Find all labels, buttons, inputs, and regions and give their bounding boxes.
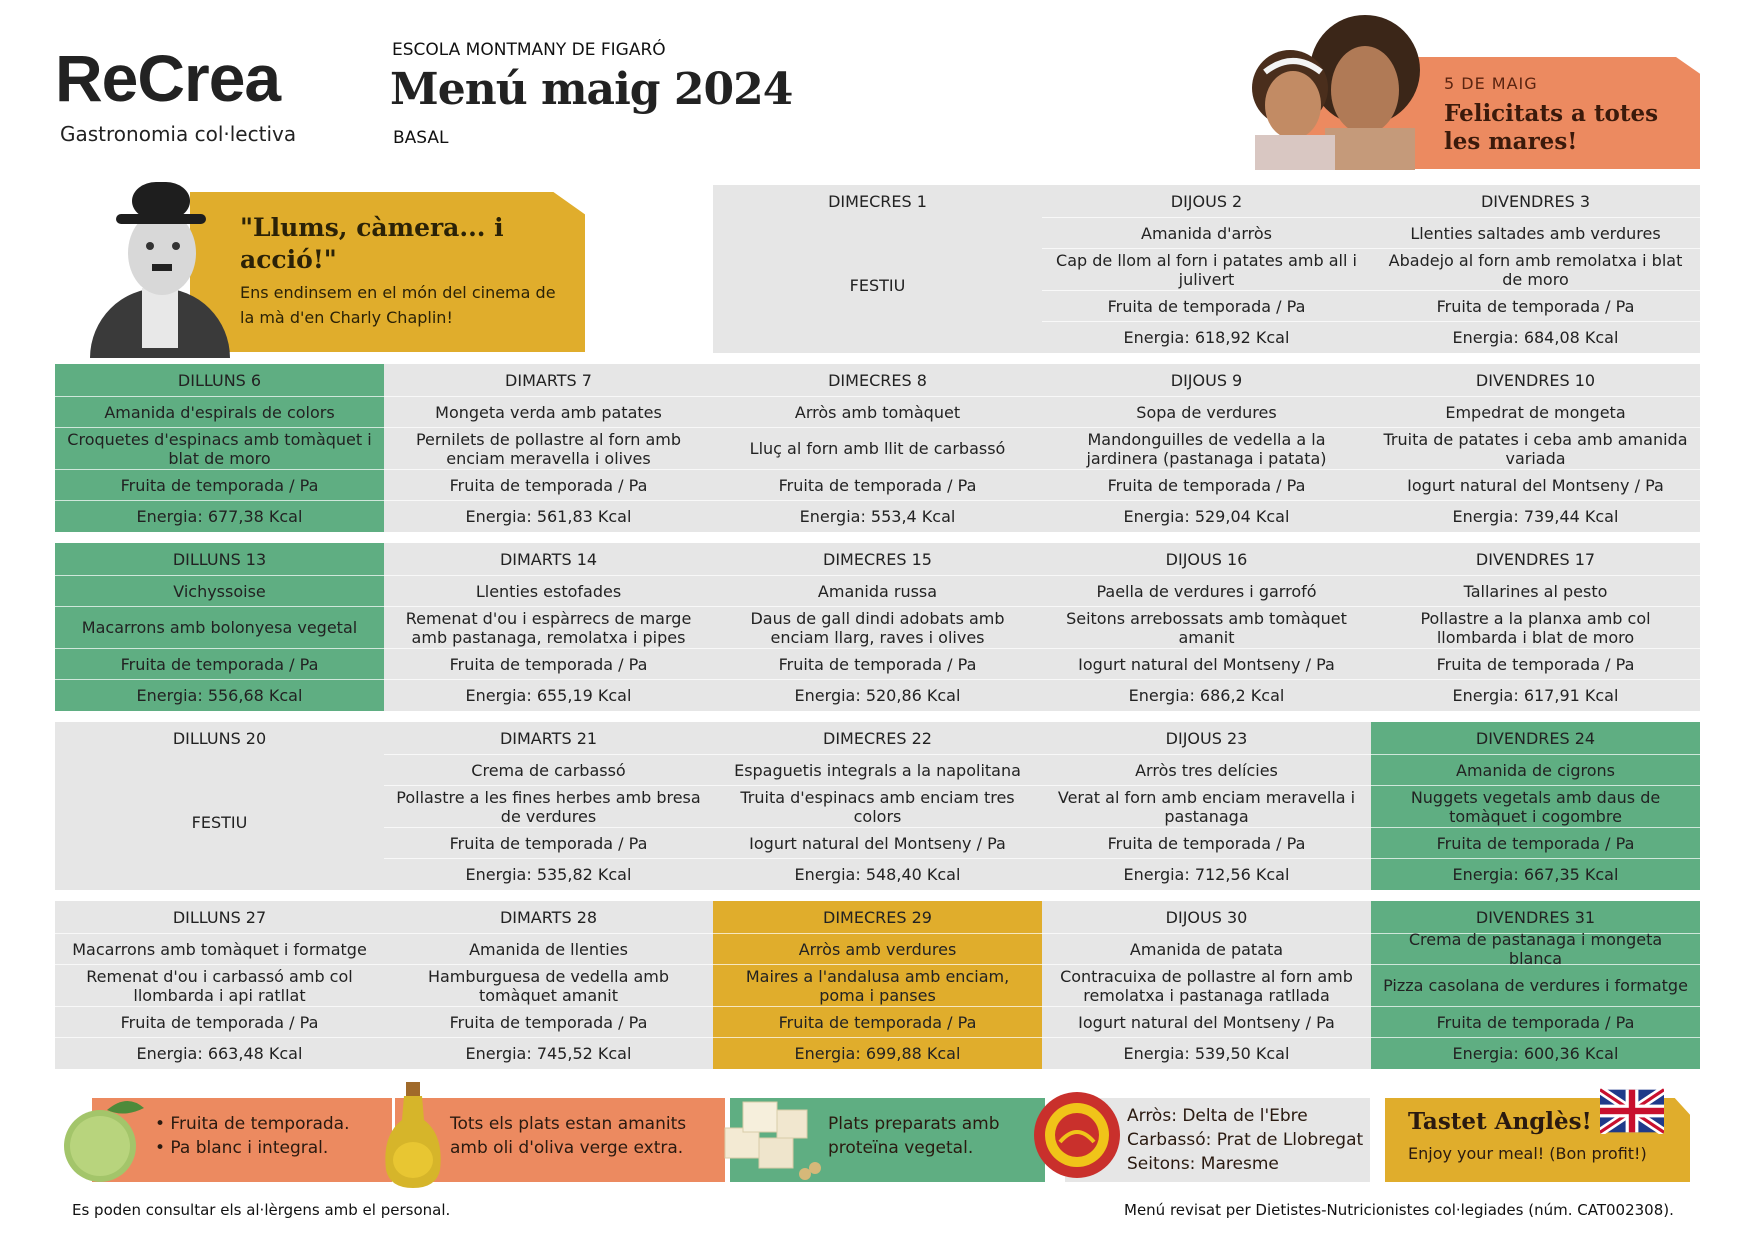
day-cell [1371, 901, 1700, 1069]
school-name: ESCOLA MONTMANY DE FIGARÓ [392, 40, 666, 60]
guava-fruit-icon [52, 1088, 152, 1188]
dessert: Fruita de temporada / Pa [384, 1006, 713, 1037]
day-label: DIVENDRES 17 [1475, 549, 1596, 569]
first-course: Llenties saltades amb verdures [1371, 217, 1700, 248]
holiday-label: FESTIU [191, 812, 248, 832]
energy-value: Energia: 556,68 Kcal [55, 679, 384, 711]
energy-value: Energia: 663,48 Kcal [55, 1037, 384, 1069]
day-cell [55, 364, 384, 532]
holiday-label: FESTIU [849, 275, 906, 295]
diet-type: BASAL [393, 128, 449, 148]
empty-day-cell [55, 185, 384, 353]
energy-value: Energia: 548,40 Kcal [713, 858, 1042, 890]
day-cell [713, 722, 1042, 890]
day-cell [384, 364, 713, 532]
day-cell [713, 901, 1042, 1069]
second-course: Pollastre a la planxa amb col llombarda i blat de moro [1371, 606, 1700, 648]
week-row [55, 901, 1700, 1069]
energy-value: Energia: 655,19 Kcal [384, 679, 713, 711]
theme-quote: "Llums, càmera... i acció!" [240, 213, 504, 274]
energy-value: Energia: 677,38 Kcal [55, 500, 384, 532]
energy-value: Energia: 699,88 Kcal [713, 1037, 1042, 1069]
first-course: Amanida de cigrons [1371, 754, 1700, 785]
day-label: DIVENDRES 24 [1475, 728, 1596, 748]
first-course: Paella de verdures i garrofó [1042, 575, 1371, 606]
day-cell [384, 543, 713, 711]
energy-value: Energia: 535,82 Kcal [384, 858, 713, 890]
second-course: Remenat d'ou i carbassó amb col llombarda i api ratllat [55, 964, 384, 1006]
dessert: Fruita de temporada / Pa [55, 648, 384, 679]
logo-text: ReCrea [55, 41, 281, 115]
day-label: DIJOUS 16 [1165, 549, 1248, 569]
first-course: Vichyssoise [55, 575, 384, 606]
dessert: Fruita de temporada / Pa [1371, 827, 1700, 858]
second-course: Croquetes d'espinacs amb tomàquet i blat de moro [55, 427, 384, 469]
day-cell [1042, 722, 1371, 890]
first-course: Llenties estofades [384, 575, 713, 606]
day-label: DILLUNS 6 [177, 370, 262, 390]
day-label: DILLUNS 27 [172, 907, 267, 927]
origin-anchovies: Seitons: Maresme [1127, 1154, 1279, 1174]
english-subtitle: Enjoy your meal! (Bon profit!) [1408, 1144, 1647, 1163]
olive-oil-note: Tots els plats estan amanits amb oli d'oliva verge extra. [450, 1114, 687, 1158]
logo-subtitle: Gastronomia col·lectiva [60, 122, 297, 146]
energy-value: Energia: 684,08 Kcal [1371, 321, 1700, 353]
fruit-note-line1: • Fruita de temporada. [155, 1114, 350, 1134]
day-cell [384, 722, 713, 890]
origin-zucchini: Carbassó: Prat de Llobregat [1127, 1130, 1364, 1150]
week-row [55, 722, 1700, 890]
second-course: Abadejo al forn amb remolatxa i blat de moro [1371, 248, 1700, 290]
energy-value: Energia: 520,86 Kcal [713, 679, 1042, 711]
origin-rice: Arròs: Delta de l'Ebre [1127, 1106, 1308, 1126]
dessert: Fruita de temporada / Pa [55, 1006, 384, 1037]
dessert: Fruita de temporada / Pa [384, 648, 713, 679]
first-course: Mongeta verda amb patates [384, 396, 713, 427]
dessert: Fruita de temporada / Pa [1371, 290, 1700, 321]
page-title: Menú maig 2024 [390, 64, 793, 115]
second-course: Nuggets vegetals amb daus de tomàquet i cogombre [1371, 785, 1700, 827]
week-row [55, 185, 1700, 353]
second-course: Lluç al forn amb llit de carbassó [713, 427, 1042, 469]
day-label: DIMECRES 22 [823, 728, 932, 748]
day-cell [713, 364, 1042, 532]
energy-value: Energia: 617,91 Kcal [1371, 679, 1700, 711]
first-course: Amanida de llenties [384, 933, 713, 964]
energy-value: Energia: 712,56 Kcal [1042, 858, 1371, 890]
first-course: Espaguetis integrals a la napolitana [713, 754, 1042, 785]
day-label: DIMECRES 8 [828, 370, 927, 390]
first-course: Amanida d'arròs [1042, 217, 1371, 248]
week-row [55, 364, 1700, 532]
reviewed-note: Menú revisat per Dietistes-Nutricionistes col·legiades (núm. CAT002308). [1124, 1201, 1674, 1219]
tofu-cubes-icon [715, 1088, 825, 1188]
day-label: DILLUNS 20 [172, 728, 267, 748]
first-course: Empedrat de mongeta [1371, 396, 1700, 427]
mother-daughter-photo [1215, 10, 1445, 170]
energy-value: Energia: 739,44 Kcal [1371, 500, 1700, 532]
uk-flag-icon [1600, 1088, 1664, 1134]
theme-text: Ens endinsem en el món del cinema de la mà d'en Charly Chaplin! [240, 283, 556, 327]
dessert: Fruita de temporada / Pa [1371, 648, 1700, 679]
second-course: Truita d'espinacs amb enciam tres colors [713, 785, 1042, 827]
dessert: Iogurt natural del Montseny / Pa [1042, 1006, 1371, 1037]
dessert: Fruita de temporada / Pa [1042, 827, 1371, 858]
week-row [55, 543, 1700, 711]
second-course: Contracuixa de pollastre al forn amb remolatxa i pastanaga ratllada [1042, 964, 1371, 1006]
second-course: Verat al forn amb enciam meravella i pastanaga [1042, 785, 1371, 827]
energy-value: Energia: 745,52 Kcal [384, 1037, 713, 1069]
dessert: Fruita de temporada / Pa [713, 469, 1042, 500]
day-label: DIMARTS 14 [499, 549, 598, 569]
first-course: Amanida russa [713, 575, 1042, 606]
dessert: Fruita de temporada / Pa [713, 648, 1042, 679]
dessert: Fruita de temporada / Pa [1042, 290, 1371, 321]
dessert: Iogurt natural del Montseny / Pa [713, 827, 1042, 858]
day-cell [55, 543, 384, 711]
second-course: Cap de llom al forn i patates amb all i julivert [1042, 248, 1371, 290]
day-label: DIVENDRES 31 [1475, 907, 1596, 927]
dessert: Fruita de temporada / Pa [384, 469, 713, 500]
energy-value: Energia: 539,50 Kcal [1042, 1037, 1371, 1069]
first-course: Sopa de verdures [1042, 396, 1371, 427]
energy-value: Energia: 561,83 Kcal [384, 500, 713, 532]
day-label: DIMARTS 7 [505, 370, 592, 390]
day-cell [1042, 901, 1371, 1069]
english-title: Tastet Anglès! [1408, 1108, 1592, 1135]
day-cell [713, 543, 1042, 711]
energy-value: Energia: 667,35 Kcal [1371, 858, 1700, 890]
second-course: Maires a l'andalusa amb enciam, poma i panses [713, 964, 1042, 1006]
day-label: DIJOUS 2 [1170, 191, 1243, 211]
first-course: Arròs amb tomàquet [713, 396, 1042, 427]
dessert: Fruita de temporada / Pa [1042, 469, 1371, 500]
energy-value: Energia: 600,36 Kcal [1371, 1037, 1700, 1069]
second-course: Remenat d'ou i espàrrecs de marge amb pastanaga, remolatxa i pipes [384, 606, 713, 648]
dessert: Iogurt natural del Montseny / Pa [1042, 648, 1371, 679]
allergens-note: Es poden consultar els al·lèrgens amb el personal. [72, 1201, 451, 1219]
second-course: Pizza casolana de verdures i formatge [1371, 964, 1700, 1006]
second-course: Pollastre a les fines herbes amb bresa de verdures [384, 785, 713, 827]
first-course: Tallarines al pesto [1371, 575, 1700, 606]
mothers-day-date: 5 DE MAIG [1444, 74, 1538, 93]
energy-value: Energia: 686,2 Kcal [1042, 679, 1371, 711]
first-course: Macarrons amb tomàquet i formatge [55, 933, 384, 964]
fruit-note-line2: • Pa blanc i integral. [155, 1138, 329, 1158]
day-cell [55, 901, 384, 1069]
day-label: DIMARTS 28 [499, 907, 598, 927]
day-cell [55, 722, 384, 890]
day-label: DIVENDRES 3 [1480, 191, 1591, 211]
day-cell [1371, 543, 1700, 711]
day-cell [1042, 364, 1371, 532]
day-cell [1371, 722, 1700, 890]
day-label: DIMECRES 15 [823, 549, 932, 569]
first-course: Crema de carbassó [384, 754, 713, 785]
first-course: Crema de pastanaga i mongeta blanca [1371, 933, 1700, 964]
second-course: Macarrons amb bolonyesa vegetal [55, 606, 384, 648]
second-course: Mandonguilles de vedella a la jardinera (pastanaga i patata) [1042, 427, 1371, 469]
energy-value: Energia: 618,92 Kcal [1042, 321, 1371, 353]
first-course: Amanida d'espirals de colors [55, 396, 384, 427]
dessert: Iogurt natural del Montseny / Pa [1371, 469, 1700, 500]
olive-oil-bottle-icon [378, 1080, 448, 1190]
day-cell [384, 901, 713, 1069]
second-course: Seitons arrebossats amb tomàquet amanit [1042, 606, 1371, 648]
day-cell [713, 185, 1042, 353]
dessert: Fruita de temporada / Pa [55, 469, 384, 500]
day-cell [1042, 543, 1371, 711]
empty-day-cell [384, 185, 713, 353]
day-label: DIJOUS 30 [1165, 907, 1248, 927]
protected-origin-seal-icon [1032, 1090, 1122, 1180]
second-course: Pernilets de pollastre al forn amb enciam meravella i olives [384, 427, 713, 469]
day-label: DIJOUS 9 [1170, 370, 1243, 390]
second-course: Truita de patates i ceba amb amanida variada [1371, 427, 1700, 469]
dessert: Fruita de temporada / Pa [713, 1006, 1042, 1037]
dessert: Fruita de temporada / Pa [384, 827, 713, 858]
energy-value: Energia: 529,04 Kcal [1042, 500, 1371, 532]
day-label: DILLUNS 13 [172, 549, 267, 569]
day-cell [1371, 185, 1700, 353]
second-course: Hamburguesa de vedella amb tomàquet amanit [384, 964, 713, 1006]
day-label: DIMARTS 21 [499, 728, 598, 748]
day-label: DIJOUS 23 [1165, 728, 1248, 748]
day-cell [1042, 185, 1371, 353]
energy-value: Energia: 553,4 Kcal [713, 500, 1042, 532]
day-label: DIMECRES 29 [823, 907, 932, 927]
day-label: DIVENDRES 10 [1475, 370, 1596, 390]
vegetable-protein-note: Plats preparats amb proteïna vegetal. [828, 1114, 1000, 1158]
dessert: Fruita de temporada / Pa [1371, 1006, 1700, 1037]
day-cell [1371, 364, 1700, 532]
mothers-day-message: Felicitats a totes les mares! [1444, 100, 1659, 155]
first-course: Arròs amb verdures [713, 933, 1042, 964]
day-label: DIMECRES 1 [828, 191, 927, 211]
first-course: Arròs tres delícies [1042, 754, 1371, 785]
second-course: Daus de gall dindi adobats amb enciam llarg, raves i olives [713, 606, 1042, 648]
first-course: Amanida de patata [1042, 933, 1371, 964]
